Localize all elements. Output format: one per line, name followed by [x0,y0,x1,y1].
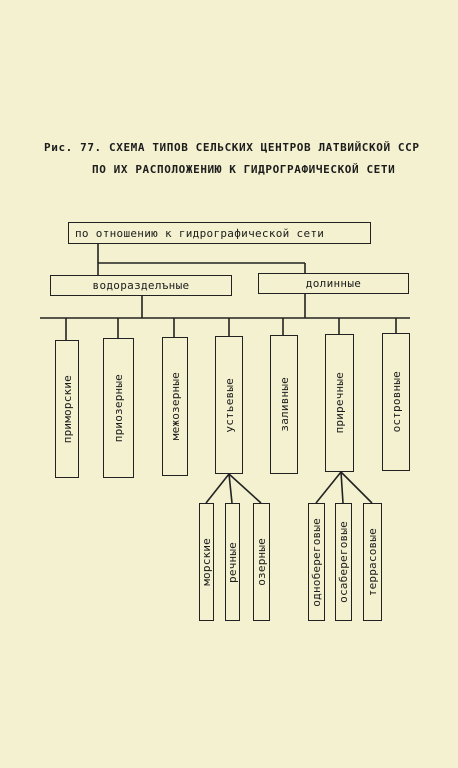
branch-node-watershed [50,275,232,296]
type-node-ustyevye [215,336,243,474]
connector-prirechnye-1 [316,472,341,503]
type-node-label: заливные [277,377,291,432]
type-node-label: приозерные [112,373,125,443]
connector-ustyevye-3 [229,474,261,503]
root-node-label: по отношению к гидрографической сети [75,226,325,240]
type-node-label: приморские [60,374,74,444]
type-node-label: межозерные [168,372,182,441]
branch-node-valley [258,273,409,294]
type-node-ostrovnye [382,333,410,471]
type-node-mezhozernye [162,337,188,476]
type-node-zalivnye [270,335,298,474]
branch-node-valley-label: долинные [305,277,362,290]
subtype-node-label: однобереговые [310,517,323,607]
subtype-node-terrasovye [363,503,382,621]
subtype-node-ozernye [253,503,270,621]
subtype-node-odnoberegovye [308,503,325,621]
type-node-label: приречные [333,372,346,434]
type-node-label: устьевые [222,377,236,433]
branch-node-watershed-label: водоразделъные [92,279,190,292]
subtype-node-label: морские [200,538,213,586]
subtype-node-osaberegovye [335,503,352,621]
type-node-primorskie [55,340,79,478]
connector-ustyevye-2 [229,474,232,503]
subtype-node-rechnye [225,503,240,621]
figure-caption-line-1: Рис. 77. СХЕМА ТИПОВ СЕЛЬСКИХ ЦЕНТРОВ ЛАТВИЙСКОЙ ССР [44,141,420,154]
connector-prirechnye-3 [341,472,372,503]
connector-prirechnye-2 [341,472,343,503]
type-node-priozernye [103,338,134,478]
connector-ustyevye-1 [206,474,229,503]
type-node-prirechnye [325,334,354,472]
figure-caption-line-2: ПО ИХ РАСПОЛОЖЕНИЮ К ГИДРОГРАФИЧЕСКОЙ СЕТИ [92,163,396,176]
subtype-node-label: террасовые [366,527,379,597]
subtype-node-label: осабереговые [337,521,350,603]
subtype-node-label: озерные [255,538,268,586]
subtype-node-morskie [199,503,214,621]
subtype-node-label: речные [226,541,239,583]
root-node [68,222,371,244]
type-node-label: островные [389,371,403,433]
